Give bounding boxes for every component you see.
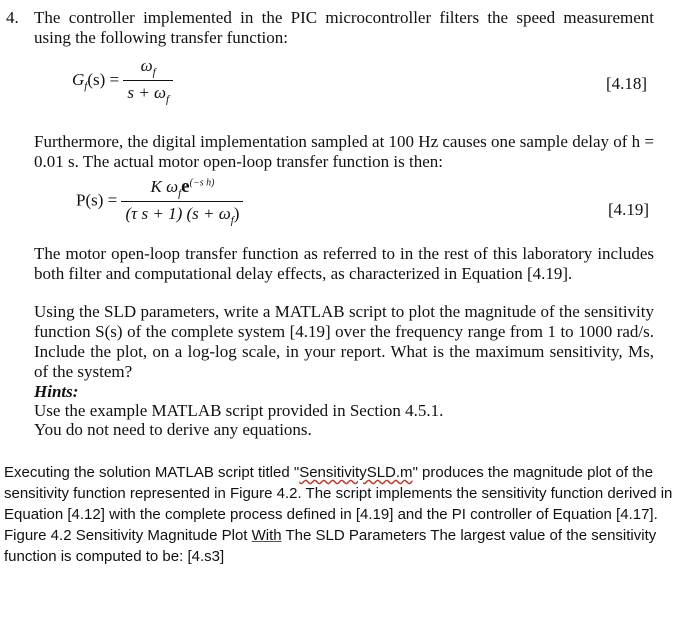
eq1-den: s + ω <box>127 83 166 103</box>
equation-4-18 <box>72 56 173 106</box>
motor-paragraph: The motor open-loop transfer function as referred to in the rest of this laboratory includes both filter and computational delay effects, as characterized in Equation [4.19]. <box>34 244 654 283</box>
eq2-num-sub: f <box>178 187 182 200</box>
eq2-num-exp: (−s h) <box>189 177 215 189</box>
hints-label: Hints: <box>34 382 79 401</box>
answer-part2: " produces the magnitude plot of the sensitivity function represented in Figure 4.2. The script implements the sensitivity function derived in Equation [4.12] with the complete process defined in [4.19] and the PI controller of Equation [4.17]. Figure 4.2 Sensitivity Magnitude Plot <box>4 464 673 544</box>
hint-1: Use the example MATLAB script provided in Section 4.5.1. <box>34 401 444 420</box>
eq2-num-e: e <box>181 176 190 197</box>
intro-paragraph: The controller implemented in the PIC microcontroller filters the speed measurement using the following transfer function: <box>34 8 654 47</box>
task-paragraph: Using the SLD parameters, write a MATLAB script to plot the magnitude of the sensitivity function S(s) of the complete system [4.19] over the frequency range from 1 to 1000 rad/s. Include the plot, on a log-log scale, in your report. What is the maximum sensitivity, Ms, of the system? <box>34 302 654 381</box>
equation-4-19 <box>76 176 243 227</box>
with-word: With <box>251 527 282 544</box>
script-name: SensitivitySLD.m <box>299 464 413 481</box>
eq1-num: ω <box>140 56 153 75</box>
answer-paragraph <box>4 462 694 567</box>
question-number: 4. <box>6 8 19 27</box>
eq2-lhs: P(s) = <box>76 190 118 210</box>
eq1-lhs-sub: f <box>84 80 88 93</box>
eq1-lhs-arg: (s) = <box>87 69 120 89</box>
eq2-den: (τ s + 1) (s + ω <box>125 204 231 224</box>
eq2-den-sub: f <box>230 214 234 227</box>
hint-2: You do not need to derive any equations. <box>34 420 312 439</box>
furthermore-paragraph: Furthermore, the digital implementation sampled at 100 Hz causes one sample delay of h = 0.01 s. The actual motor open-loop transfer function is then: <box>34 132 655 171</box>
eq2-num-k: K ω <box>150 177 179 196</box>
answer-part1: Executing the solution MATLAB script titled " <box>4 464 300 481</box>
answer-part3: The SLD Parameters The largest value of the sensitivity function is computed to be: [4.s3] <box>4 527 657 565</box>
eq1-den-sub: f <box>165 93 170 106</box>
eq2-label: [4.19] <box>608 200 650 219</box>
eq1-label: [4.18] <box>606 74 648 93</box>
eq1-num-sub: f <box>152 66 156 79</box>
eq2-den-close: ) <box>233 204 240 224</box>
eq1-lhs: G <box>72 69 85 89</box>
